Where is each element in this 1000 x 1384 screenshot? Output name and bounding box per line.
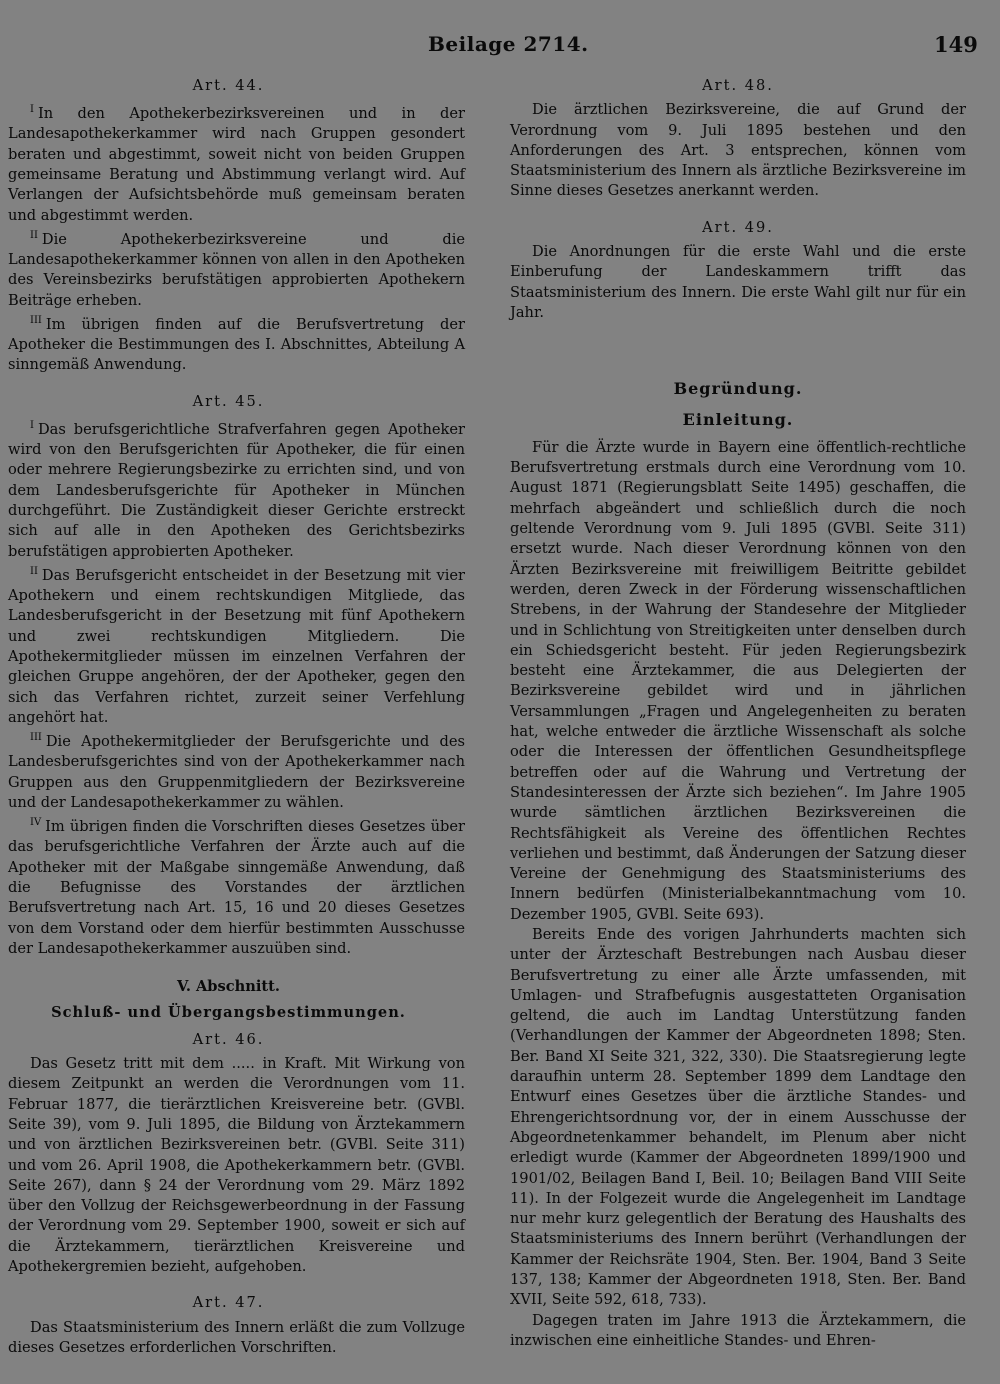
page-number: 149 — [934, 32, 978, 57]
paragraph-number: I — [30, 104, 34, 116]
introduction-paragraph-2: Bereits Ende des vorigen Jahrhunderts machten sich unter der Ärzteschaft Bestrebungen nach Ausbau dieser Berufsvertretung zu einer alle Ärzte umfassenden, mit Umlagen- und Strafbefugnis ausgestatteten Organisation geltend, die auch im Landtag Unterstützung fanden (Verhandlungen der Kammer der Abgeordneten 1898; Sten. Ber. Band XI Seite 321, 322, 330). Die Staatsregierung legte daraufhin unterm 28. September 1899 dem Landtage den Entwurf eines Gesetzes über die ärztliche Standes- und Ehrengerichtsordnung vor, der in einem Ausschusse der Abgeordnetenkammer behandelt, im Plenum aber nicht erledigt wurde (Kammer der Abgeordneten 1899/1900 und 1901/02, Beilagen Band I, Beil. 10; Beilagen Band VIII Seite 11). In der Folgezeit wurde die Angelegenheit im Landtage nur mehr kurz gelegentlich der Beratung des Haushalts des Staatsministeriums des Innern berührt (Verhandlungen der Kammer der Reichsräte 1904, Sten. Ber. 1904, Band 3 Seite 137, 138; Kammer der Abgeordneten 1918, Sten. Ber. Band XVII, Seite 592, 618, 733). — [510, 925, 966, 1309]
article-44-paragraph-1 — [8, 100, 465, 226]
introduction-paragraph-3: Dagegen traten im Jahre 1913 die Ärztekammern, die inzwischen eine einheitliche Standes- und Ehren- — [510, 1311, 966, 1349]
introduction-paragraph-1: Für die Ärzte wurde in Bayern eine öffentlich-rechtliche Berufsvertretung erstmals durch eine Verordnung vom 10. August 1871 (Regierungsblatt Seite 1495) geschaffen, die mehrfach abgeändert und schließlich durch die noch geltende Verordnung vom 9. Juli 1895 (GVBl. Seite 311) ersetzt wurde. Nach dieser Verordnung können von den Ärzten Bezirksvereine mit freiwilligem Beitritte gebildet werden, deren Zweck in der Förderung wissenschaftlichen Strebens, in der Wahrung der Standesehre der Mitglieder und in Schlichtung von Streitigkeiten unter denselben durch ein Schiedsgericht besteht. Für jeden Regierungsbezirk besteht eine Ärztekammer, die aus Delegierten der Bezirksvereine gebildet wird und in jährlichen Versammlungen „Fragen und Angelegenheiten zu beraten hat, welche entweder die ärztliche Wissenschaft als solche oder die Interessen der öffentlichen Gesundheitspflege betreffen oder auf die Wahrung und Vertretung der Standesinteressen der Ärzte sich beziehen“. Im Jahre 1905 wurde sämtlichen ärztlichen Bezirksvereinen die Rechtsfähigkeit als Vereine des öffentlichen Rechtes verliehen und bestimmt, daß Änderungen der Satzung dieser Vereine der Genehmigung des Staatsministeriums des Innern bedürfen (Ministerialbekanntmachung vom 10. Dezember 1905, GVBl. Seite 693). — [510, 438, 966, 923]
article-48-title: Art. 48. — [702, 77, 774, 94]
section-heading: V. Abschnitt. — [177, 978, 280, 996]
introduction-heading: Einleitung. — [682, 409, 794, 429]
article-49-paragraph-1: Die Anordnungen für die erste Wahl und die erste Einberufung der Landeskammern trifft das Staatsministerium des Innern. Die erste Wahl gilt nur für ein Jahr. — [510, 243, 966, 321]
paragraph-number: I — [30, 420, 34, 432]
paragraph-text: Das Berufsgericht entscheidet in der Besetzung mit vier Apothekern und einem rechtskundigen Mitgliede, das Landesberufsgericht in der Besetzung mit fünf Apothekern und zwei rechtskundigen Mitgliedern. Die Apothekermitglieder müssen im einzelnen Verfahren der gleichen Gruppe angehören, der der Apotheker, gegen den sich das Verfahren richtet, zurzeit seiner Verfehlung angehört hat. — [8, 566, 465, 726]
paragraph-text: Die Apothekerbezirksvereine und die Landesapothekerkammer können von allen in den Apotheken des Vereinsbezirks berufstätigen approbierten Apothekern Beiträge erheben. — [8, 230, 465, 309]
section-subheading: Schluß- und Übergangsbestimmungen. — [51, 1004, 406, 1022]
page-header — [0, 32, 1000, 62]
paragraph-number: III — [30, 732, 42, 744]
article-44-title: Art. 44. — [192, 77, 265, 94]
article-49-title: Art. 49. — [702, 218, 774, 236]
paragraph-number: II — [30, 565, 38, 577]
right-column — [510, 70, 966, 1351]
article-44-paragraph-3 — [8, 311, 465, 376]
left-column — [8, 70, 465, 1358]
paragraph-text: Im übrigen finden auf die Berufsvertretung der Apotheker die Bestimmungen des I. Abschnittes, Abteilung A sinngemäß Anwendung. — [8, 315, 465, 374]
article-46-title: Art. 46. — [192, 1030, 265, 1048]
paragraph-number: IV — [30, 817, 42, 829]
article-45-paragraph-4 — [8, 813, 465, 959]
paragraph-number: II — [30, 229, 38, 241]
paragraph-text: Das berufsgerichtliche Strafverfahren gegen Apotheker wird von den Berufsgerichten für Apotheker, die für einen oder mehrere Regierungsbezirke zu errichten sind, und von dem Landesberufsgerichte für Apotheker in München durchgeführt. Die Zuständigkeit dieser Gerichte erstreckt sich auf alle in den Apotheken des Gerichtsbezirks berufstätigen approbierten Apotheker. — [8, 420, 465, 560]
article-48-paragraph-1: Die ärztlichen Bezirksvereine, die auf Grund der Verordnung vom 9. Juli 1895 bestehen und den Anforderungen des Art. 3 entsprechen, können vom Staatsministerium des Innern als ärztliche Bezirksvereine im Sinne dieses Gesetzes anerkannt werden. — [510, 101, 966, 200]
article-47-paragraph-1: Das Staatsministerium des Innern erläßt die zum Vollzuge dieses Gesetzes erforderlichen Vorschriften. — [8, 1318, 465, 1356]
paragraph-text: Im übrigen finden die Vorschriften dieses Gesetzes über das berufsgerichtliche Verfahren der Ärzte auch auf die Apotheker mit der Maßgabe sinngemäße Anwendung, daß die Befugnisse des Vorstandes der ärztlichen Berufsvertretung nach Art. 15, 16 und 20 dieses Gesetzes von dem Vorstand oder dem hierfür bestimmten Ausschusse der Landesapothekerkammer auszuüben sind. — [8, 818, 465, 957]
article-47-title: Art. 47. — [192, 1294, 265, 1312]
paragraph-number: III — [30, 314, 42, 326]
article-46-paragraph-1: Das Gesetz tritt mit dem ..... in Kraft. Mit Wirkung von diesem Zeitpunkt an werden die Verordnungen vom 11. Februar 1877, die tierärztlichen Kreisvereine betr. (GVBl. Seite 39), vom 9. Juli 1895, die Bildung von Ärztekammern und von ärztlichen Bezirksvereinen betr. (GVBl. Seite 311) und vom 26. April 1908, die Apothekerkammern betr. (GVBl. Seite 267), dann § 24 der Verordnung vom 29. März 1892 über den Vollzug der Reichsgewerbeordnung in der Fassung der Verordnung vom 29. September 1900, soweit er sich auf die Ärztekammern, tierärztlichen Kreisvereine und Apothekergremien bezieht, aufgehoben. — [8, 1055, 465, 1276]
paragraph-text: Die Apothekermitglieder der Berufsgerichte und des Landesberufsgerichtes sind von der Apothekerkammer nach Gruppen aus den Gruppenmitgliedern der Bezirksvereine und der Landesapothekerkammer zu wählen. — [8, 733, 465, 811]
justification-heading: Begründung. — [673, 379, 803, 399]
article-45-paragraph-1 — [8, 416, 465, 562]
article-45-paragraph-3 — [8, 728, 465, 813]
article-45-title: Art. 45. — [192, 392, 265, 410]
article-44-paragraph-2 — [8, 226, 465, 311]
paragraph-text: In den Apothekerbezirksvereinen und in der Landesapothekerkammer wird nach Gruppen gesondert beraten und abgestimmt, soweit nicht von beiden Gruppen gemeinsame Beratung und Abstimmung verlangt wird. Auf Verlangen der Aufsichtsbehörde muß gemeinsam beraten und abgestimmt werden. — [8, 105, 465, 224]
article-45-paragraph-2 — [8, 562, 465, 728]
supplement-title: Beilage 2714. — [428, 32, 589, 56]
